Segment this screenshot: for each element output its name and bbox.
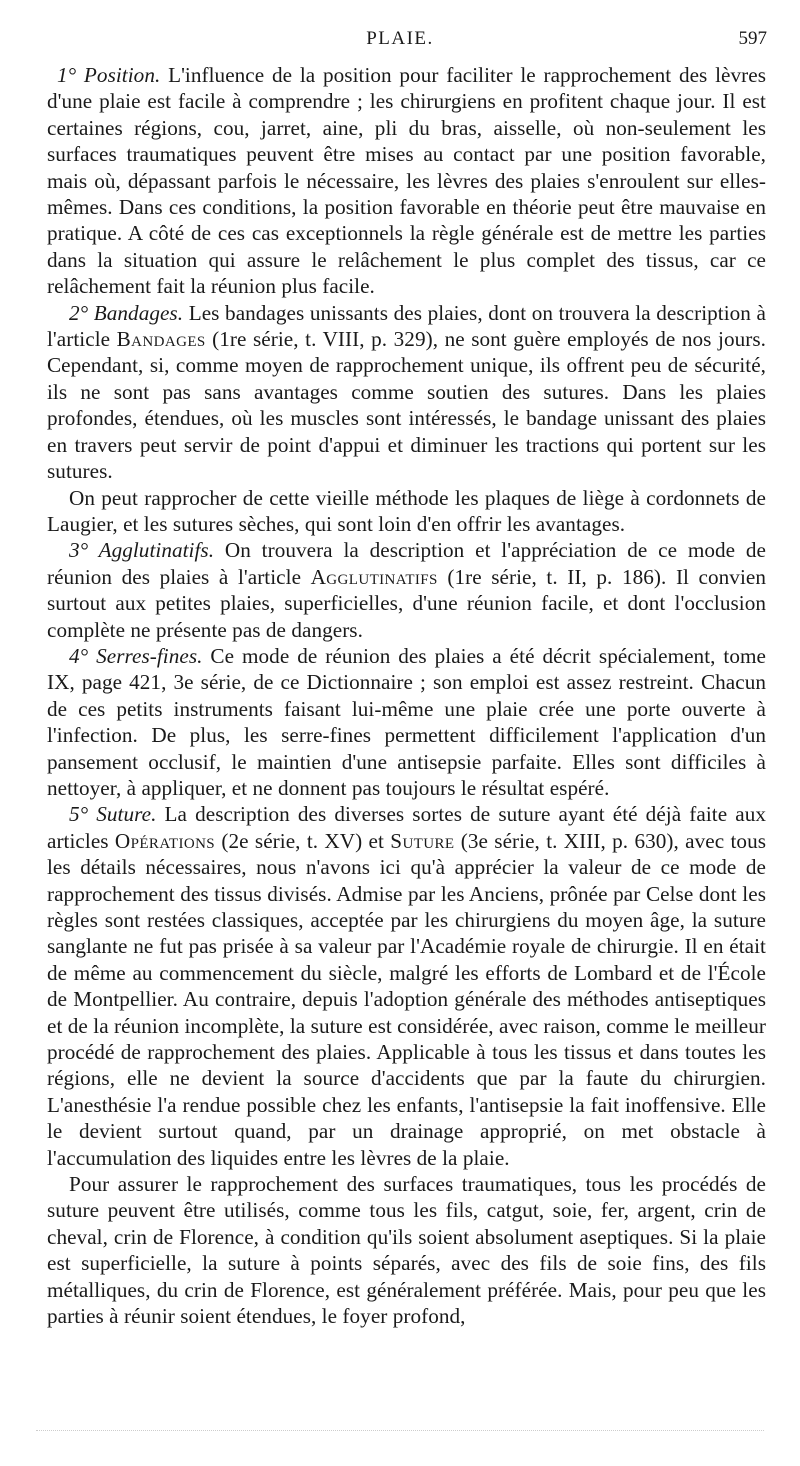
paragraph-suture [47, 801, 766, 1171]
page-body [47, 62, 766, 1330]
article-reference: Suture [390, 828, 455, 853]
paragraph-text: (1re série, t. II, p. 186). Il convien surtout aux petites plaies, superficielles, d'une réunion facile, et dont l'occlusion complète ne présente pas de dangers. [47, 564, 766, 642]
section-lead-suture: 5° Suture. [69, 802, 157, 827]
section-lead-position: 1° Position. [57, 63, 161, 87]
paragraph-position [47, 62, 766, 300]
paragraph-text: (1re série, t. VIII, p. 329), ne sont guère employés de nos jours. Cependant, si, comme moyen de rapprochement unique, ils offrent peu de sécurité, ils ne sont pas sans avantages comme soutien des sutures. Dans les plaies profondes, étendues, où les muscles sont intéressés, le bandage unissant des plaies en travers peut servir de point d'appui et diminuer les tractions qui portent sur les sutures. [47, 327, 766, 484]
running-title: PLAIE. [366, 28, 434, 49]
section-lead-bandages: 2° Bandages. [69, 300, 184, 325]
paragraph-agglutinatifs [47, 537, 766, 643]
paragraph-text: On trouvera la description et l'appréciation de ce mode de réunion des plaies à l'article [47, 538, 766, 589]
paragraph-text: Pour assurer le rapprochement des surfaces traumatiques, tous les procédés de suture peuvent être utilisés, comme tous les fils, catgut, soie, fer, argent, crin de cheval, crin de Florence, à condition qu'ils soient absolument aseptiques. Si la plaie est superficielle, la suture à points séparés, avec des fils de soie fins, des fils métalliques, du crin de Florence, est généralement préférée. Mais, pour peu que les parties à réunir soient étendues, le foyer profond, [47, 1172, 766, 1329]
section-lead-serres-fines: 4° Serres-fines. [69, 643, 203, 668]
paragraph-text: On peut rapprocher de cette vieille méthode les plaques de liège à cordonnets de Laugier, et les sutures sèches, qui sont loin d'en offrir les avantages. [47, 485, 766, 536]
paragraph-text: (2e série, t. XV) et [215, 828, 391, 853]
article-reference: Agglutinatifs [310, 564, 438, 589]
page-number: 597 [738, 28, 767, 49]
article-reference: Opérations [114, 828, 216, 853]
paragraph-text: Les bandages unissants des plaies, dont on trouvera la description à l'article [47, 300, 767, 352]
paragraph-text: (3e série, t. XIII, p. 630), avec tous les détails nécessaires, nous n'avons ici qu'à apprécier la valeur de ce mode de rapprochement des tissus divisés. Admise par les Anciens, prônée par Celse dont les règles sont restées classiques, acceptée par les chirurgiens du moyen âge, la suture sanglante ne fut pas prisée à sa valeur par l'Académie royale de chirurgie. Il en était de même au commencement du siècle, malgré les efforts de Lombard et de l'École de Montpellier. Au contraire, depuis l'adoption générale des méthodes antiseptiques et de la réunion incomplète, la suture est considérée, avec raison, comme le meilleur procédé de rapprochement des plaies. Applicable à tous les tissus et dans toutes les régions, elle ne devient la source d'accidents que par la faute du chirurgien. L'anesthésie l'a rendue possible chez les enfants, l'antisepsie la fait inoffensive. Elle le devient surtout quand, par un drainage approprié, on met obstacle à l'accumulation des liquides entre les lèvres de la plaie. [47, 828, 767, 1170]
paragraph-laugier [47, 485, 766, 538]
section-lead-agglutinatifs: 3° Agglutinatifs. [69, 538, 215, 563]
bleed-through-line [36, 1430, 764, 1433]
paragraph-procedes [47, 1171, 766, 1329]
paragraph-text: Ce mode de réunion des plaies a été décrit spécialement, tome IX, page 421, 3e série, de ce Dictionnaire ; son emploi est assez restreint. Chacun de ces petits instruments faisant lui-même une plaie crée une porte ouverte à l'infection. De plus, les serre-fines permettent difficilement l'application d'un pansement occlusif, le maintien d'une antisepsie parfaite. Elles sont difficiles à nettoyer, à appliquer, et ne donnent pas toujours le résultat espéré. [47, 643, 766, 800]
paragraph-bandages [47, 300, 766, 485]
article-reference: Bandages [116, 327, 206, 352]
paragraph-text: La description des diverses sortes de suture ayant été déjà faite aux articles [47, 802, 766, 853]
page-header [0, 28, 800, 58]
paragraph-text: L'influence de la position pour faciliter le rapprochement des lèvres d'une plaie est facile à comprendre ; les chirurgiens en profitent chaque jour. Il est certaines régions, cou, jarret, aine, pli du bras, aisselle, où non-seulement les surfaces traumatiques peuvent être mises au contact par une position favorable, mais où, dépassant parfois le nécessaire, les lèvres des plaies s'enroulent sur elles-mêmes. Dans ces conditions, la position favorable en théorie peut être mauvaise en pratique. A côté de ces cas exceptionnels la règle générale est de mettre les parties dans la situation qui assure le relâchement le plus complet des tissus, car ce relâchement fait la réunion plus facile. [47, 63, 766, 299]
paragraph-serres-fines [47, 643, 766, 801]
